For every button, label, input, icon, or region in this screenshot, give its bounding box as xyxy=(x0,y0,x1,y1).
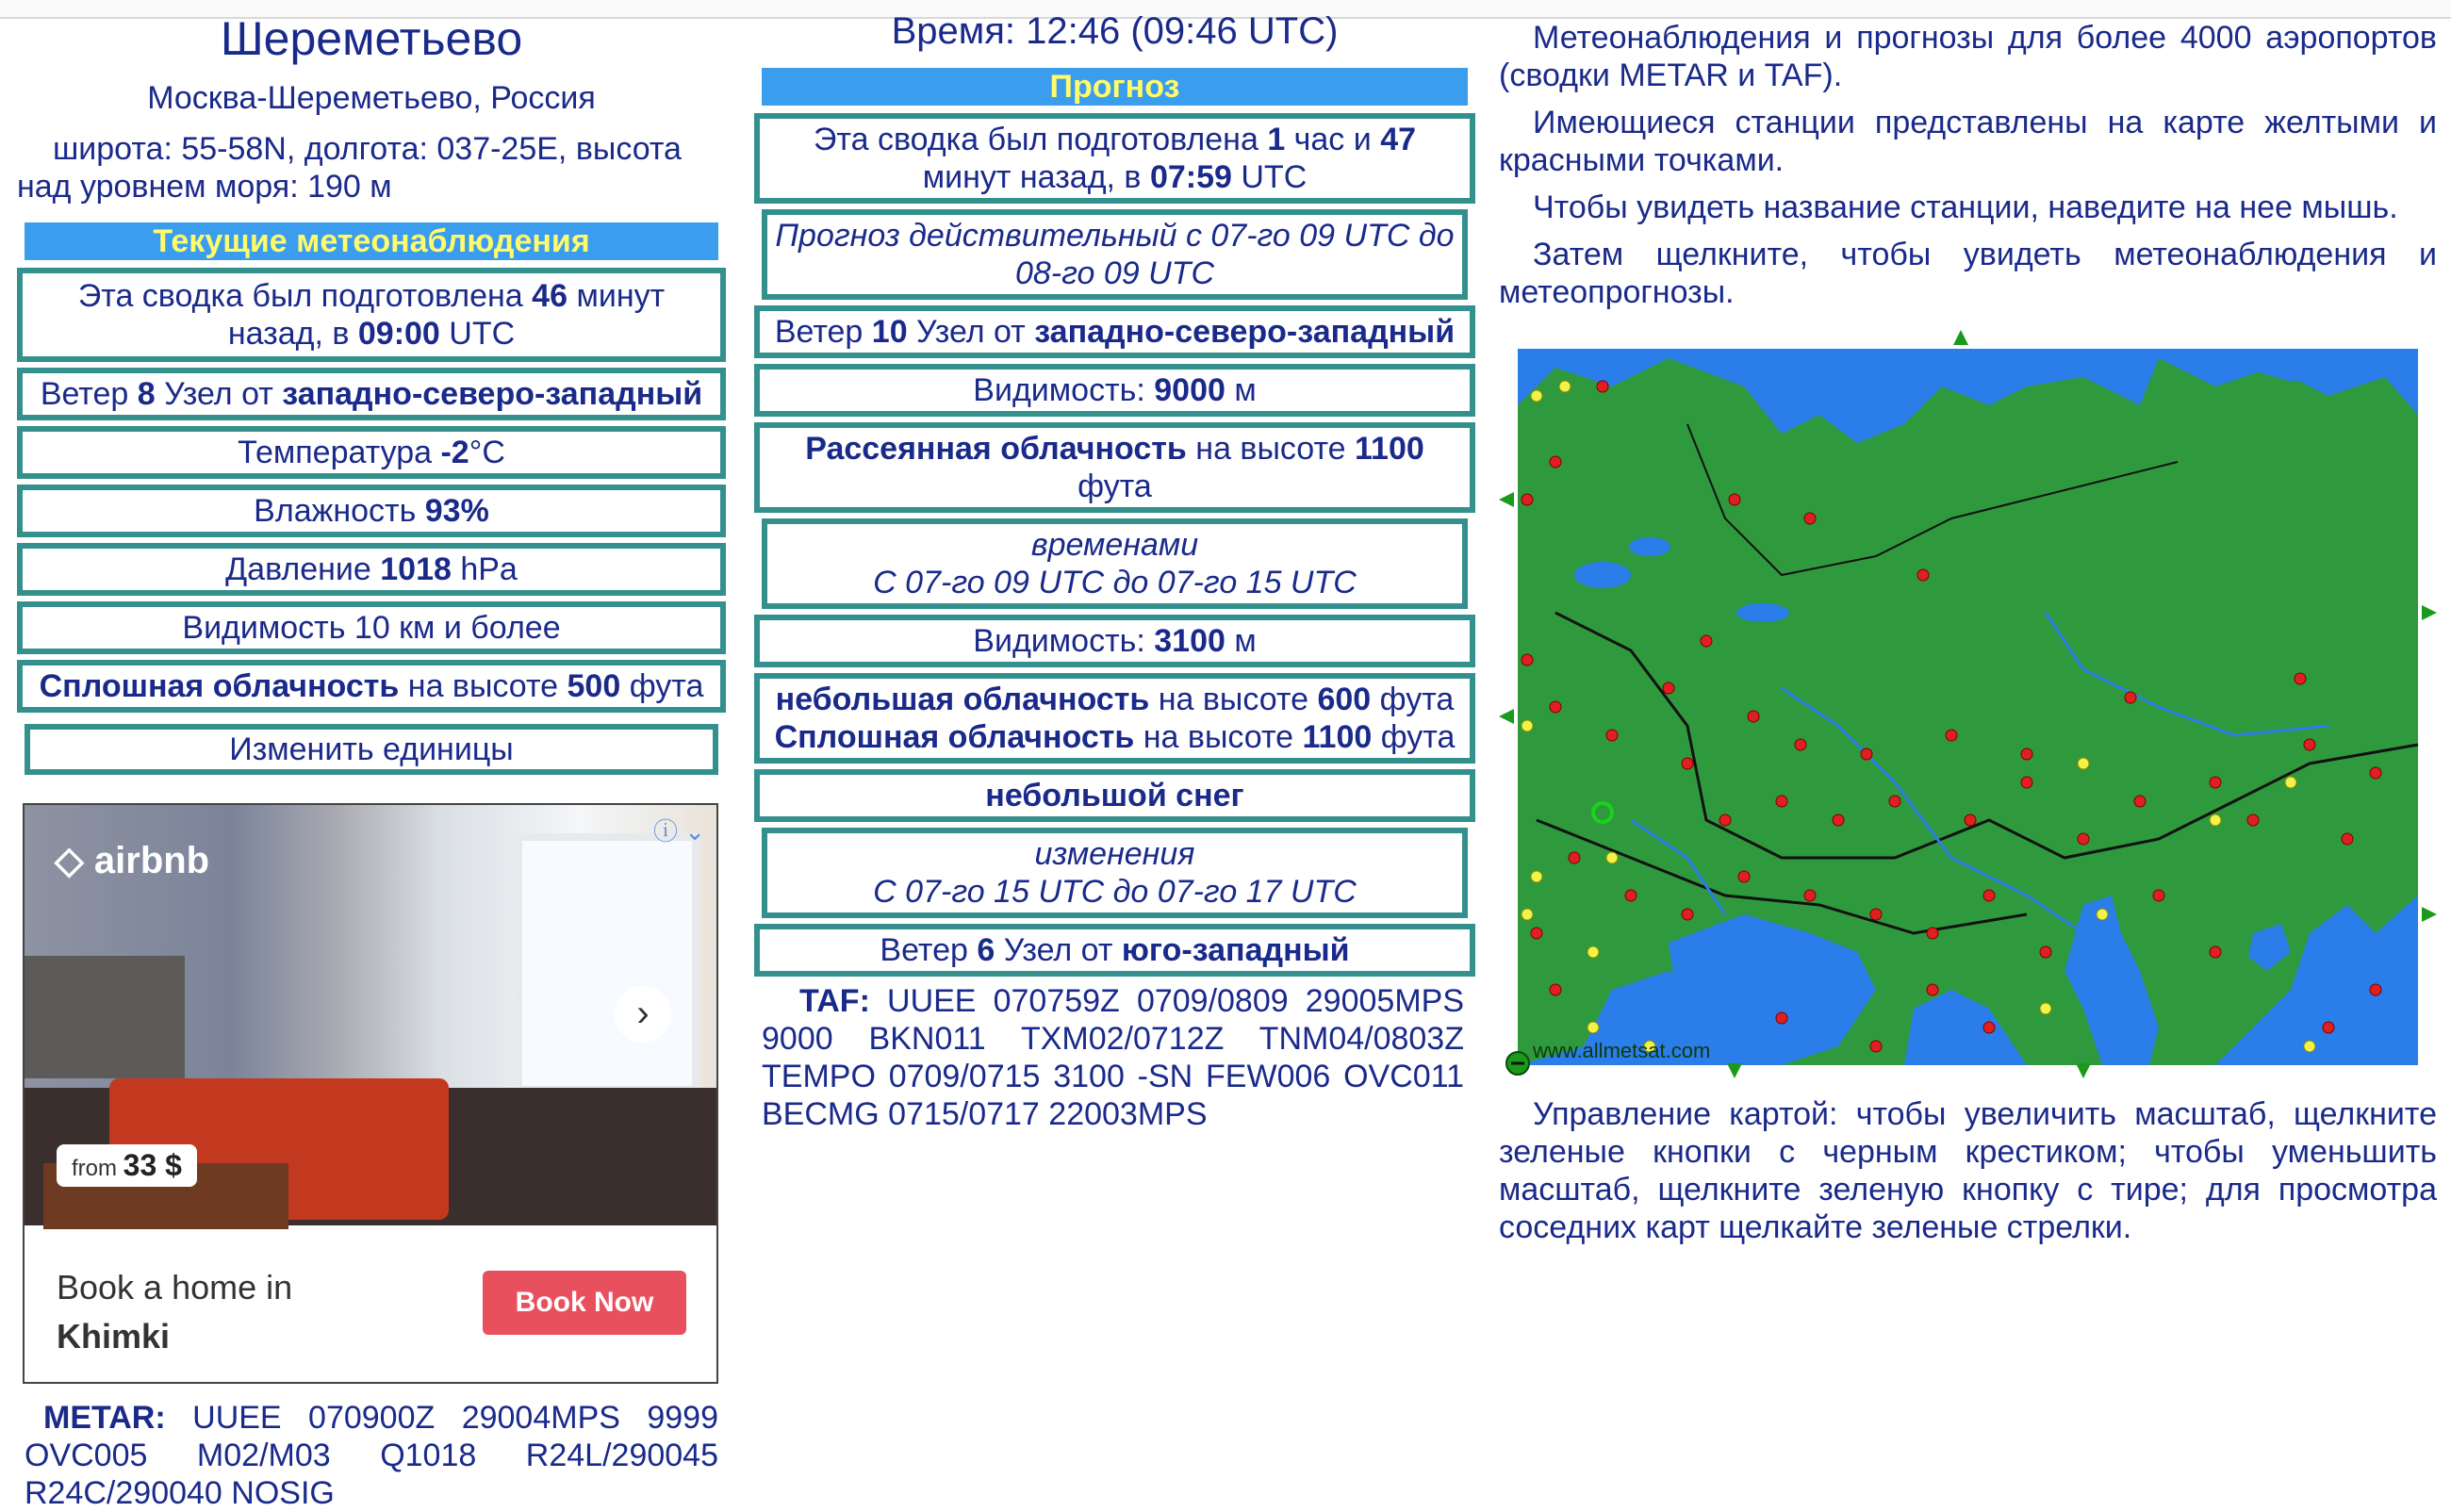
obs-pressure-box: Давление 1018 hPa xyxy=(17,543,726,596)
ad-cta-text: Book a home in Khimki xyxy=(57,1268,293,1356)
map-arrow-south-icon[interactable] xyxy=(1727,1063,1742,1078)
forecast-cloud-box: Рассеянная облачность на высоте 1100 фута xyxy=(754,422,1475,513)
airbnb-logo-icon: ◇ xyxy=(55,840,84,881)
station-coordinates: широта: 55-58N, долгота: 037-25E, высота над уровнем моря: 190 м xyxy=(17,131,682,205)
obs-humidity-box: Влажность 93% xyxy=(17,485,726,537)
becmg-period-box: изменения С 07-го 15 UTC до 07-го 17 UTC xyxy=(762,828,1468,918)
map-arrow-west-icon[interactable] xyxy=(1499,709,1514,724)
tempo-period-box: временами С 07-го 09 UTC до 07-го 15 UTC xyxy=(762,518,1468,609)
tempo-visibility-box: Видимость: 3100 м xyxy=(754,615,1475,667)
station-map[interactable] xyxy=(1499,330,2437,1078)
local-time: Время: 12:46 (09:46 UTC) xyxy=(891,10,1339,52)
current-observations-header: Текущие метеонаблюдения xyxy=(25,222,718,260)
map-rybinsk xyxy=(1736,603,1789,622)
hover-paragraph: Чтобы увидеть название станции, наведите на нее мышь. xyxy=(1533,189,2398,225)
becmg-wind-box: Ветер 6 Узел от юго-западный xyxy=(754,924,1475,977)
ad-next-arrow-icon[interactable]: › xyxy=(615,986,671,1043)
intro-paragraph: Метеонаблюдения и прогнозы для более 4000 аэропортов (сводки METAR и TAF). xyxy=(1499,20,2437,93)
metar-report: METAR: UUEE 070900Z 29004MPS 9999 OVC005 M02/M03 Q1018 R24L/290045 R24C/290040 NOSIG xyxy=(25,1400,719,1511)
map-arrow-west-2-icon[interactable] xyxy=(1499,492,1514,507)
obs-cloud-box: Сплошная облачность на высоте 500 фута xyxy=(17,660,726,713)
book-now-button[interactable]: Book Now xyxy=(483,1271,686,1335)
map-lake-ladoga xyxy=(1574,562,1631,588)
station-name: Шереметьево xyxy=(220,12,523,65)
obs-prepared-box: Эта сводка был подготовлена 46 минут назад, в 09:00 UTC xyxy=(17,268,726,362)
change-units-button[interactable]: Изменить единицы xyxy=(25,724,718,775)
map-arrow-north-icon[interactable] xyxy=(1953,330,1968,345)
map-arrow-east-2-icon[interactable] xyxy=(2422,605,2437,620)
station-location: Москва-Шереметьево, Россия xyxy=(147,80,596,116)
map-help-text: Управление картой: чтобы увеличить масштаб, щелкните зеленые кнопки с черным крестиком; чтобы уменьшить масштаб, щелкните зеленую кнопку с тире; для просмотра соседних карт щелкайте зеленые стрелки. xyxy=(1499,1096,2437,1245)
map-arrow-south-2-icon[interactable] xyxy=(2076,1063,2091,1078)
station-map-svg[interactable] xyxy=(1499,330,2437,1078)
forecast-visibility-box: Видимость: 9000 м xyxy=(754,364,1475,417)
forecast-validity-box: Прогноз действительный с 07-го 09 UTC до 08-го 09 UTC xyxy=(762,209,1468,300)
airbnb-ad[interactable] xyxy=(23,803,718,1384)
obs-visibility-box: Видимость 10 км и более xyxy=(17,601,726,654)
forecast-prepared-box: Эта сводка был подготовлена 1 час и 47 минут назад, в 07:59 UTC xyxy=(754,113,1475,204)
airbnb-logo: ◇ airbnb xyxy=(55,840,210,881)
forecast-header: Прогноз xyxy=(762,68,1468,106)
ad-photo-window xyxy=(515,833,699,1093)
ad-info-icon[interactable]: ⓘ ⌄ xyxy=(652,817,705,846)
forecast-column xyxy=(754,0,1475,1133)
tempo-cloud-box: небольшая облачность на высоте 600 фута Сплошная облачность на высоте 1100 фута xyxy=(754,673,1475,764)
tempo-weather-box: небольшой снег xyxy=(754,769,1475,822)
map-arrow-east-icon[interactable] xyxy=(2422,907,2437,922)
stations-paragraph: Имеющиеся станции представлены на карте желтыми и красными точками. xyxy=(1499,105,2437,178)
ad-price-tag: from 33 $ xyxy=(57,1144,197,1187)
map-lake-onega xyxy=(1629,537,1670,556)
obs-wind-box: Ветер 8 Узел от западно-северо-западный xyxy=(17,368,726,420)
map-watermark: www.allmetsat.com xyxy=(1533,1039,1711,1062)
current-observations-column xyxy=(17,0,726,1512)
map-column xyxy=(1499,0,2437,1246)
obs-temperature-box: Температура -2°C xyxy=(17,426,726,479)
map-land xyxy=(1518,358,2418,1065)
click-paragraph: Затем щелкните, чтобы увидеть метеонаблюдения и метеопрогнозы. xyxy=(1499,237,2437,310)
taf-report: TAF: UUEE 070759Z 0709/0809 29005MPS 9000 BKN011 TXM02/0712Z TNM04/0803Z TEMPO 0709/0715 3100 -SN FEW006 OVC011 BECMG 0715/0717 22003MPS xyxy=(762,983,1464,1132)
ad-photo-kitchen xyxy=(25,956,185,1078)
forecast-wind-box: Ветер 10 Узел от западно-северо-западный xyxy=(754,305,1475,358)
